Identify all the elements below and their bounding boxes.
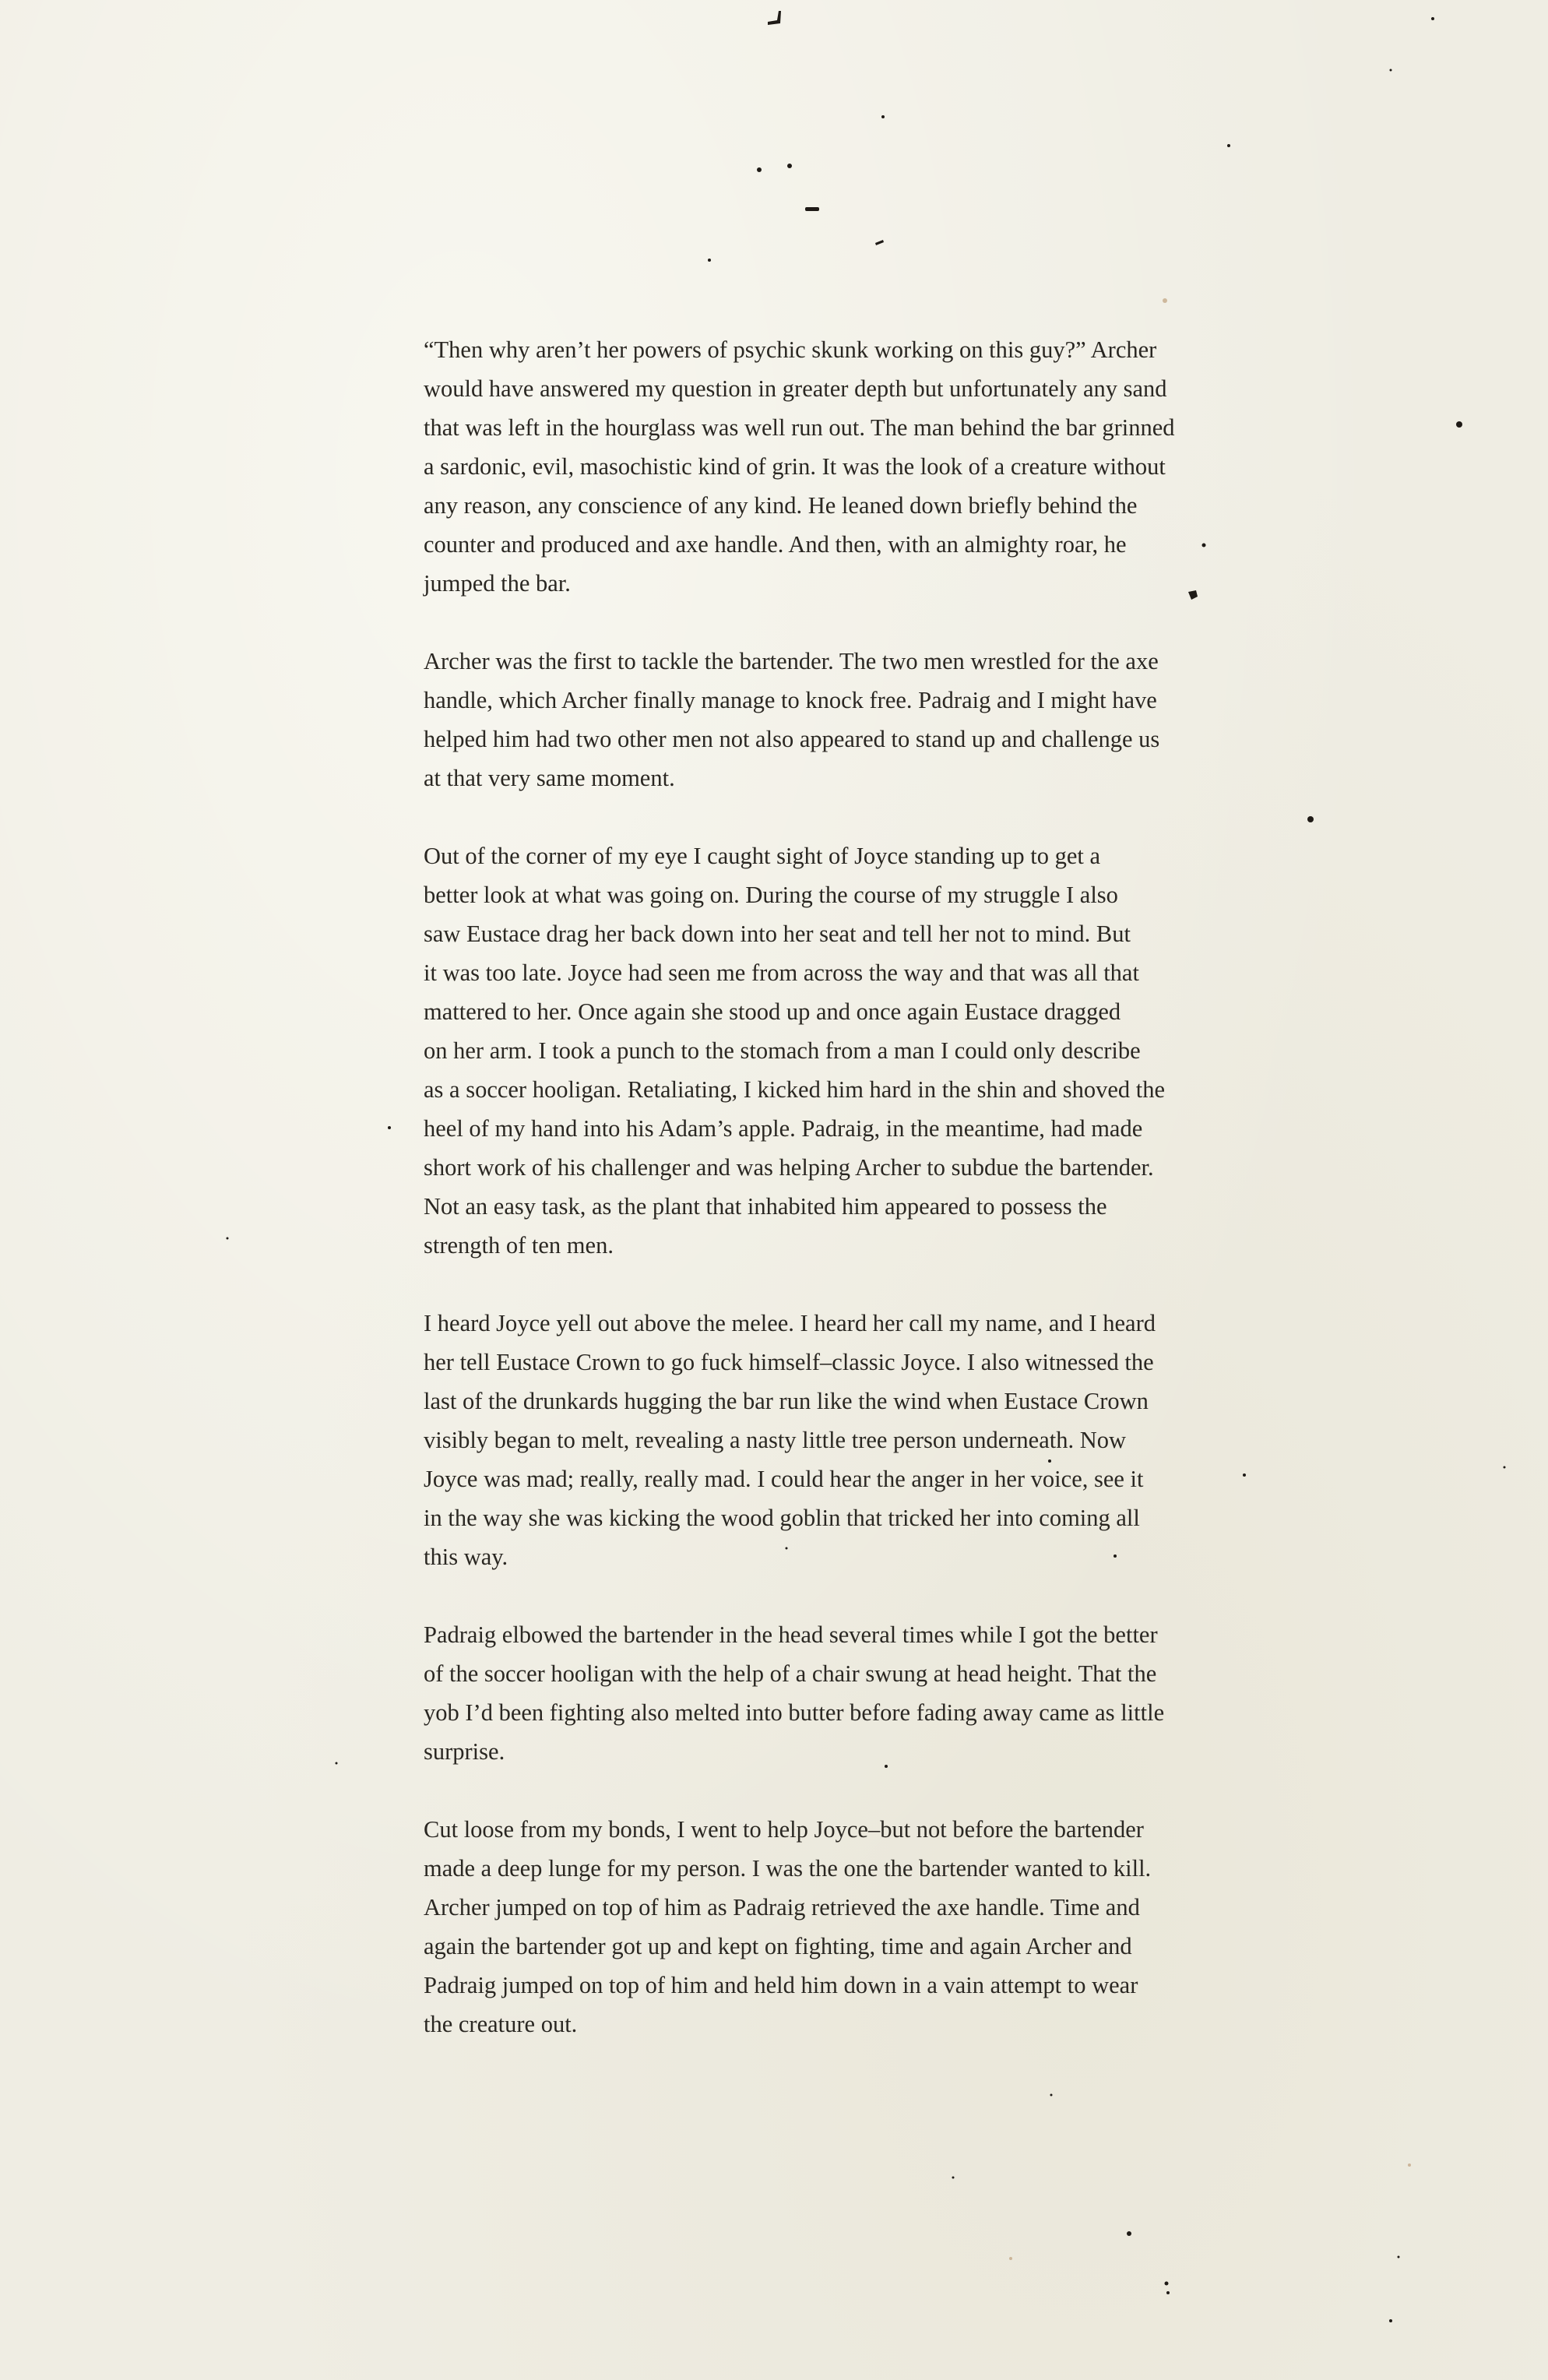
- ink-speck: [388, 1126, 391, 1129]
- ink-speck: [227, 1238, 229, 1240]
- paragraph: Cut loose from my bonds, I went to help Joyce–but not before the bartender made a deep lunge for my person. I was the one the bartender wanted to kill. Archer jumped on top of him as Padraig retrieved the axe handle. Time and again the bartender got up and kept on fighting, time and again Archer and Padraig jumped on top of him and held him down in a vain attempt to wear the creature out.: [424, 1816, 1152, 2037]
- ink-speck: [952, 2177, 955, 2179]
- ink-speck: [875, 240, 884, 245]
- story-text: [424, 330, 1265, 2044]
- ink-speck: [1390, 69, 1392, 72]
- ink-speck: [708, 259, 711, 262]
- ink-speck: [1127, 2231, 1131, 2236]
- ink-speck: [1431, 17, 1434, 20]
- rust-speck: [1009, 2257, 1012, 2260]
- ink-speck: [1389, 2319, 1392, 2322]
- ink-speck: [1165, 2282, 1169, 2286]
- ink-speck: [1456, 421, 1462, 428]
- rust-speck: [1163, 298, 1167, 303]
- ink-speck: [1166, 2291, 1170, 2294]
- paragraph: Out of the corner of my eye I caught sight of Joyce standing up to get a better look at what was going on. During the course of my struggle I also saw Eustace drag her back down into her seat and tell her not to mind. But it was too late. Joyce had seen me from across the way and that was all that mattered to her. Once again she stood up and once again Eustace dragged on her arm. I took a punch to the stomach from a man I could only describe as a soccer hooligan. Retaliating, I kicked him hard in the shin and shoved the heel of my hand into his Adam’s apple. Padraig, in the meantime, had made short work of his challenger and was helping Archer to subdue the bartender. Not an easy task, as the plant that inhabited him appeared to possess the strength of ten men.: [424, 843, 1166, 1259]
- ink-speck: [336, 1762, 338, 1765]
- ink-speck: [757, 167, 762, 172]
- paragraph: Archer was the first to tackle the bartender. The two men wrestled for the axe handle, which Archer finally manage to knock free. Padraig and I might have helped him had two other men not also appeared to stand up and challenge us at that very same moment.: [424, 648, 1160, 791]
- ink-speck: [1227, 144, 1230, 147]
- paragraph: I heard Joyce yell out above the melee. I heard her call my name, and I heard her tell Eustace Crown to go fuck himself–classic Joyce. I also witnessed the last of the drunkards hugging the bar run like the wind when Eustace Crown visibly began to melt, revealing a nasty little tree person underneath. Now Joyce was mad; really, really mad. I could hear the anger in her voice, see it in the way she was kicking the wood goblin that tricked her into coming all this way.: [424, 1310, 1156, 1570]
- ink-speck: [768, 11, 781, 25]
- rust-speck: [1408, 2163, 1411, 2167]
- ink-speck: [1050, 2094, 1053, 2097]
- paragraph: Padraig elbowed the bartender in the head several times while I got the better of the soccer hooligan with the help of a chair swung at head height. That the yob I’d been fighting also melted into butter before fading away came as little surprise.: [424, 1621, 1165, 1765]
- ink-speck: [881, 115, 885, 118]
- ink-speck: [1307, 816, 1314, 822]
- ink-speck: [805, 207, 819, 211]
- ink-speck: [1504, 1466, 1506, 1469]
- ink-speck: [1398, 2256, 1400, 2259]
- ink-speck: [787, 164, 792, 168]
- paragraph: “Then why aren’t her powers of psychic skunk working on this guy?” Archer would have answered my question in greater depth but unfortunately any sand that was left in the hourglass was well run out. The man behind the bar grinned a sardonic, evil, masochistic kind of grin. It was the look of a creature without any reason, any conscience of any kind. He leaned down briefly behind the counter and produced and axe handle. And then, with an almighty roar, he jumped the bar.: [424, 336, 1175, 597]
